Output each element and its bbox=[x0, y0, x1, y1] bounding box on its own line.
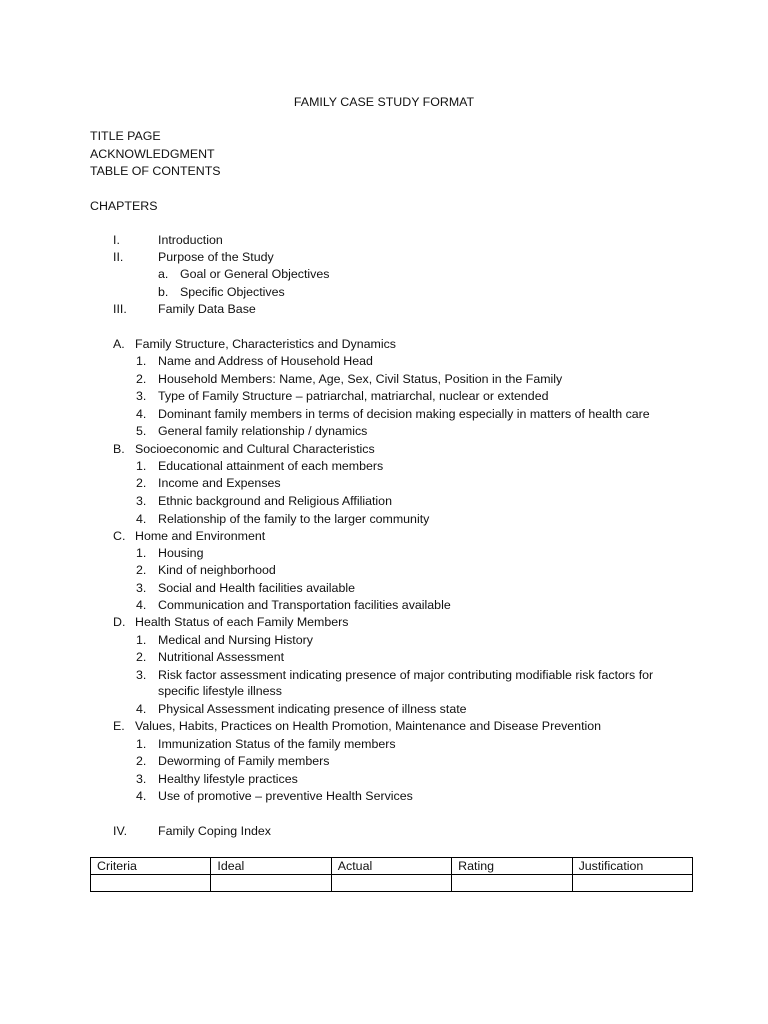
chapter-number: I. bbox=[113, 233, 120, 247]
list-item: Relationship of the family to the larger community bbox=[158, 512, 430, 526]
list-item-continuation: specific lifestyle illness bbox=[158, 684, 282, 698]
table-cell bbox=[91, 875, 211, 892]
item-number: 1. bbox=[136, 354, 147, 368]
chapter-number: III. bbox=[113, 302, 127, 316]
chapter-number: II. bbox=[113, 250, 124, 264]
chapter-title: Introduction bbox=[158, 233, 223, 247]
table-cell bbox=[331, 875, 451, 892]
section-letter: E. bbox=[113, 719, 125, 733]
item-number: 5. bbox=[136, 424, 147, 438]
section-title: Socioeconomic and Cultural Characteristics bbox=[135, 442, 375, 456]
sub-item-letter: a. bbox=[158, 267, 169, 281]
sub-item-text: Specific Objectives bbox=[180, 285, 285, 299]
list-item: General family relationship / dynamics bbox=[158, 424, 368, 438]
item-number: 1. bbox=[136, 546, 147, 560]
list-item: Use of promotive – preventive Health Services bbox=[158, 789, 413, 803]
list-item: Social and Health facilities available bbox=[158, 581, 355, 595]
item-number: 4. bbox=[136, 512, 147, 526]
list-item: Medical and Nursing History bbox=[158, 633, 313, 647]
item-number: 4. bbox=[136, 598, 147, 612]
document-title: FAMILY CASE STUDY FORMAT bbox=[293, 95, 475, 109]
front-matter-table-of-contents: TABLE OF CONTENTS bbox=[90, 164, 221, 178]
section-title: Values, Habits, Practices on Health Promotion, Maintenance and Disease Prevention bbox=[135, 719, 602, 733]
item-number: 2. bbox=[136, 754, 147, 768]
list-item: Nutritional Assessment bbox=[158, 650, 285, 664]
column-header-actual: Actual bbox=[331, 858, 451, 875]
list-item: Type of Family Structure – patriarchal, matriarchal, nuclear or extended bbox=[158, 389, 549, 403]
chapters-heading: CHAPTERS bbox=[90, 199, 158, 213]
section-letter: A. bbox=[113, 337, 125, 351]
coping-index-table bbox=[90, 857, 693, 892]
column-header-rating: Rating bbox=[452, 858, 572, 875]
list-item: Dominant family members in terms of decision making especially in matters of health care bbox=[158, 407, 650, 421]
list-item: Immunization Status of the family members bbox=[158, 737, 396, 751]
chapter-title: Purpose of the Study bbox=[158, 250, 274, 264]
item-number: 4. bbox=[136, 407, 147, 421]
front-matter-title-page: TITLE PAGE bbox=[90, 129, 161, 143]
list-item: Household Members: Name, Age, Sex, Civil Status, Position in the Family bbox=[158, 372, 563, 386]
item-number: 2. bbox=[136, 476, 147, 490]
table-cell bbox=[572, 875, 692, 892]
list-item: Income and Expenses bbox=[158, 476, 281, 490]
chapter-title: Family Data Base bbox=[158, 302, 256, 316]
list-item: Deworming of Family members bbox=[158, 754, 330, 768]
column-header-justification: Justification bbox=[572, 858, 692, 875]
item-number: 3. bbox=[136, 389, 147, 403]
table-cell bbox=[452, 875, 572, 892]
item-number: 1. bbox=[136, 737, 147, 751]
list-item: Ethnic background and Religious Affiliation bbox=[158, 494, 392, 508]
item-number: 2. bbox=[136, 372, 147, 386]
section-title: Health Status of each Family Members bbox=[135, 615, 349, 629]
column-header-criteria: Criteria bbox=[91, 858, 211, 875]
item-number: 3. bbox=[136, 668, 147, 682]
sub-item-letter: b. bbox=[158, 285, 169, 299]
chapter-number: IV. bbox=[113, 824, 128, 838]
item-number: 2. bbox=[136, 563, 147, 577]
list-item: Communication and Transportation facilities available bbox=[158, 598, 451, 612]
sub-item-text: Goal or General Objectives bbox=[180, 267, 330, 281]
chapter-title: Family Coping Index bbox=[158, 824, 271, 838]
list-item: Healthy lifestyle practices bbox=[158, 772, 298, 786]
item-number: 1. bbox=[136, 633, 147, 647]
front-matter-acknowledgment: ACKNOWLEDGMENT bbox=[90, 147, 215, 161]
section-letter: B. bbox=[113, 442, 125, 456]
list-item: Educational attainment of each members bbox=[158, 459, 384, 473]
list-item: Risk factor assessment indicating presence of major contributing modifiable risk factors for bbox=[158, 668, 654, 682]
list-item: Housing bbox=[158, 546, 204, 560]
section-title: Family Structure, Characteristics and Dynamics bbox=[135, 337, 396, 351]
item-number: 4. bbox=[136, 702, 147, 716]
item-number: 3. bbox=[136, 581, 147, 595]
item-number: 3. bbox=[136, 772, 147, 786]
item-number: 2. bbox=[136, 650, 147, 664]
table-header-row bbox=[91, 858, 693, 875]
item-number: 3. bbox=[136, 494, 147, 508]
item-number: 1. bbox=[136, 459, 147, 473]
list-item: Name and Address of Household Head bbox=[158, 354, 373, 368]
list-item: Kind of neighborhood bbox=[158, 563, 276, 577]
item-number: 4. bbox=[136, 789, 147, 803]
table-cell bbox=[211, 875, 331, 892]
section-title: Home and Environment bbox=[135, 529, 266, 543]
section-letter: D. bbox=[113, 615, 126, 629]
section-letter: C. bbox=[113, 529, 126, 543]
list-item: Physical Assessment indicating presence of illness state bbox=[158, 702, 467, 716]
table-row bbox=[91, 875, 693, 892]
column-header-ideal: Ideal bbox=[211, 858, 331, 875]
